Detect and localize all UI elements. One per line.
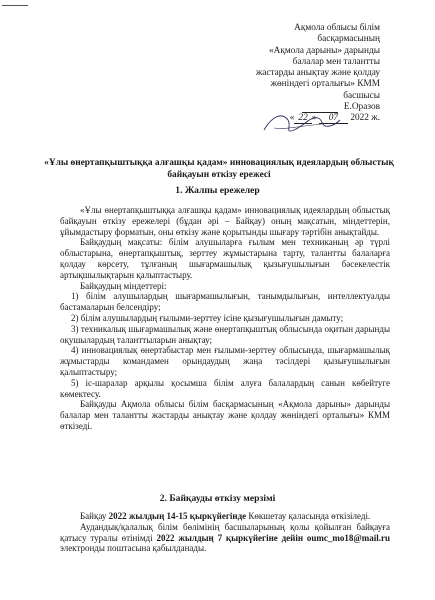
approval-line: басқармасының <box>317 34 380 45</box>
paragraph <box>60 522 390 554</box>
approval-line: Ақмола облысы білім <box>294 23 380 33</box>
section-2-heading: 2. Байқауды өткізу мерзімі <box>159 493 276 504</box>
bold-date: 2022 жылдың 14-15 қыркүйегінде <box>108 511 247 521</box>
paragraph: «Ұлы өнертапқыштыққа алғашқы қадам» инновациялық идеялардың облыстық байқауын өткізу ережелері (бұдан әрі – Байқау) оның мақсатын, міндеттерін, ұйымдастыру форматын, оны өткізу және қорытынды шығару тәртібін анықтайды. <box>60 205 390 237</box>
paragraph: Байқауды Ақмола облысы білім басқармасының «Ақмола дарыны» дарынды балалар мен талантты жастарды анықтау және қолдау жөніндегі орталығы» КММ өткізеді. <box>60 399 390 431</box>
section-1-heading: 1. Жалпы ережелер <box>175 185 260 196</box>
list-item: 2) білім алушылардың ғылыми-зерттеу ісіне қызығушылығын дамыту; <box>71 312 344 323</box>
text-run: Байқау <box>80 511 109 521</box>
signature-row <box>190 102 380 113</box>
approval-line: жастарды анықтау және қолдау <box>255 68 380 79</box>
list-item: 3) техникалық шығармашылық және өнертапқыштық облысында оқитын дарынды оқушылардың таланттыларын анықтау; <box>60 323 390 345</box>
signature-icon <box>260 106 342 142</box>
approval-line: балалар мен талантты <box>292 56 380 67</box>
paragraph: Байқаудың міндеттері: <box>80 280 167 291</box>
approval-line: жөніндегі орталығы» КММ <box>270 79 380 90</box>
approval-line: «Ақмола дарыны» дарынды <box>268 45 380 56</box>
paragraph: Байқаудың мақсаты: білім алушыларға ғылым мен техниканың әр түрлі облыстарына, өнертапқыштық, зерттеу жұмыстарына тарту, талантты балаларға қолдау көрсету, тұлғаның шығармашылық қызығушылығын бәсекелестік артықшылықтарын қалыптастыру. <box>60 237 390 280</box>
bold-deadline-email: 2022 жылдың 7 қыркүйегіне дейін oumc_mo18@mail.ru <box>156 532 390 543</box>
section-2-body <box>60 511 390 554</box>
date-month: 07 <box>319 113 348 124</box>
director-name: Е.Оразов <box>343 102 380 113</box>
text-run: Көкшетау қаласында өткізіледі. <box>246 511 371 521</box>
text-run: электронды поштасына қабылданады. <box>60 543 207 554</box>
list-item: 4) инновациялық өнертабыстар мен ғылыми-зерттеу облысында, шығармашылық жұмыстарды командамен орындаудың жаңа тәсілдері қызығушылығын қалыптастыру; <box>60 345 390 377</box>
date-year: 2022 ж. <box>350 113 380 124</box>
date-day: 22 <box>294 113 311 124</box>
text-run: Аудандық/қалалық білім бөлімінің басшыларының қолы қойылған байқауға қатысу туралы өтінімді <box>60 521 390 543</box>
approval-block <box>190 23 380 125</box>
approval-line: басшысы <box>343 90 380 101</box>
document-title: «Ұлы өнертапқыштыққа алғашқы қадам» инновациялық идеялардың облыстық байқауын өткізу ережесі <box>44 158 394 180</box>
top-rule <box>2 5 28 6</box>
section-1-body <box>60 205 390 432</box>
list-item: 1) білім алушылардың шығармашылығын, танымдылығын, интеллектуалды бастамаларын белсендіру; <box>60 291 390 313</box>
list-item: 5) іс-шаралар арқылы қосымша білім алуға балалардың санын көбейтуге көмектесу. <box>60 377 390 399</box>
date-quote-open: « <box>289 113 295 124</box>
date-quote-close: » <box>311 113 317 124</box>
paragraph <box>60 511 390 522</box>
